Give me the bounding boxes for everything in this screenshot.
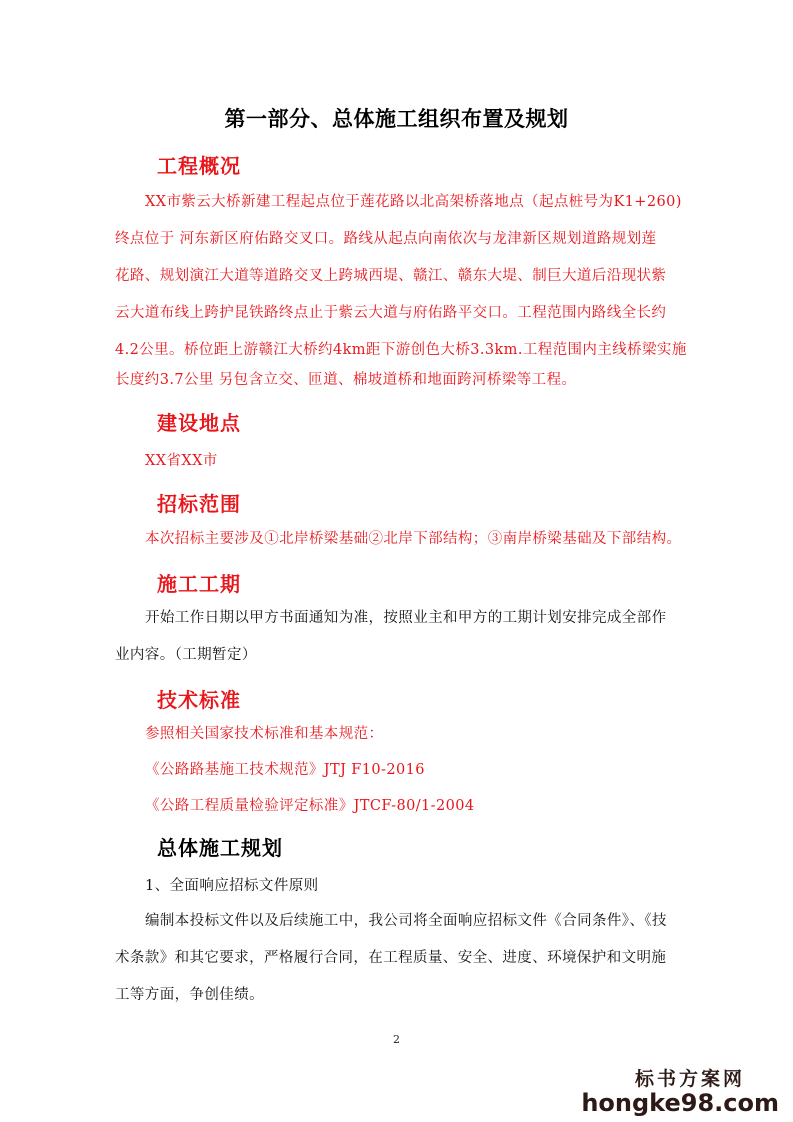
standard-item-2: 《公路工程质量检验评定标准》JTCF-80/1-2004 [145,798,475,814]
plan-line-2: 术条款》和其它要求，严格履行合同，在工程质量、安全、进度、环境保护和文明施 [115,950,667,966]
plan-line-3: 工等方面，争创佳绩。 [115,987,264,1003]
overview-line-1: XX市紫云大桥新建工程起点位于莲花路以北高架桥落地点（起点桩号为K1+260) [145,194,682,210]
location-text: XX省XX市 [145,453,218,469]
overview-line-6: 长度约3.7公里 另包含立交、匝道、棉坡道桥和地面跨河桥梁等工程。 [115,372,577,388]
plan-subheading: 1、全面响应招标文件原则 [145,878,319,894]
page-title: 第一部分、总体施工组织布置及规划 [224,107,569,131]
plan-line-1: 编制本投标文件以及后续施工中，我公司将全面响应招标文件《合同条件》、《技 [145,913,667,929]
section-heading-project-overview: 工程概况 [157,154,241,178]
section-heading-location: 建设地点 [157,411,241,435]
section-heading-technical-standards: 技术标准 [157,688,241,712]
watermark-site-name: 标书方案网 [634,1068,745,1090]
overview-line-5: 4.2公里。桥位距上游赣江大桥约4km距下游创色大桥3.3km.工程范围内主线桥梁实施 [115,342,687,358]
overview-line-3: 花路、规划演江大道等道路交叉上跨城西堤、赣江、赣东大堤、制巨大道后沿现状紫 [115,268,667,284]
section-heading-overall-plan: 总体施工规划 [157,836,283,860]
overview-line-2: 终点位于 河东新区府佑路交叉口。路线从起点向南依次与龙津新区规划道路规划莲 [115,231,657,247]
bid-scope-text: 本次招标主要涉及①北岸桥梁基础②北岸下部结构；③南岸桥梁基础及下部结构。 [145,531,682,547]
schedule-line-1: 开始工作日期以甲方书面通知为准，按照业主和甲方的工期计划安排完成全部作 [145,610,667,626]
page-number: 2 [393,1033,400,1046]
section-heading-bid-scope: 招标范围 [157,492,241,516]
section-heading-schedule: 施工工期 [157,572,241,596]
overview-line-4: 云大道布线上跨护昆铁路终点止于紫云大道与府佑路平交口。工程范围内路线全长约 [115,305,667,321]
standard-item-1: 《公路路基施工技术规范》JTJ F10-2016 [145,762,425,778]
standards-intro: 参照相关国家技术标准和基本规范： [145,726,384,742]
watermark-domain: hongke98.com [581,1089,779,1117]
schedule-line-2: 业内容。（工期暂定） [115,647,257,663]
site-watermark [581,1068,779,1116]
